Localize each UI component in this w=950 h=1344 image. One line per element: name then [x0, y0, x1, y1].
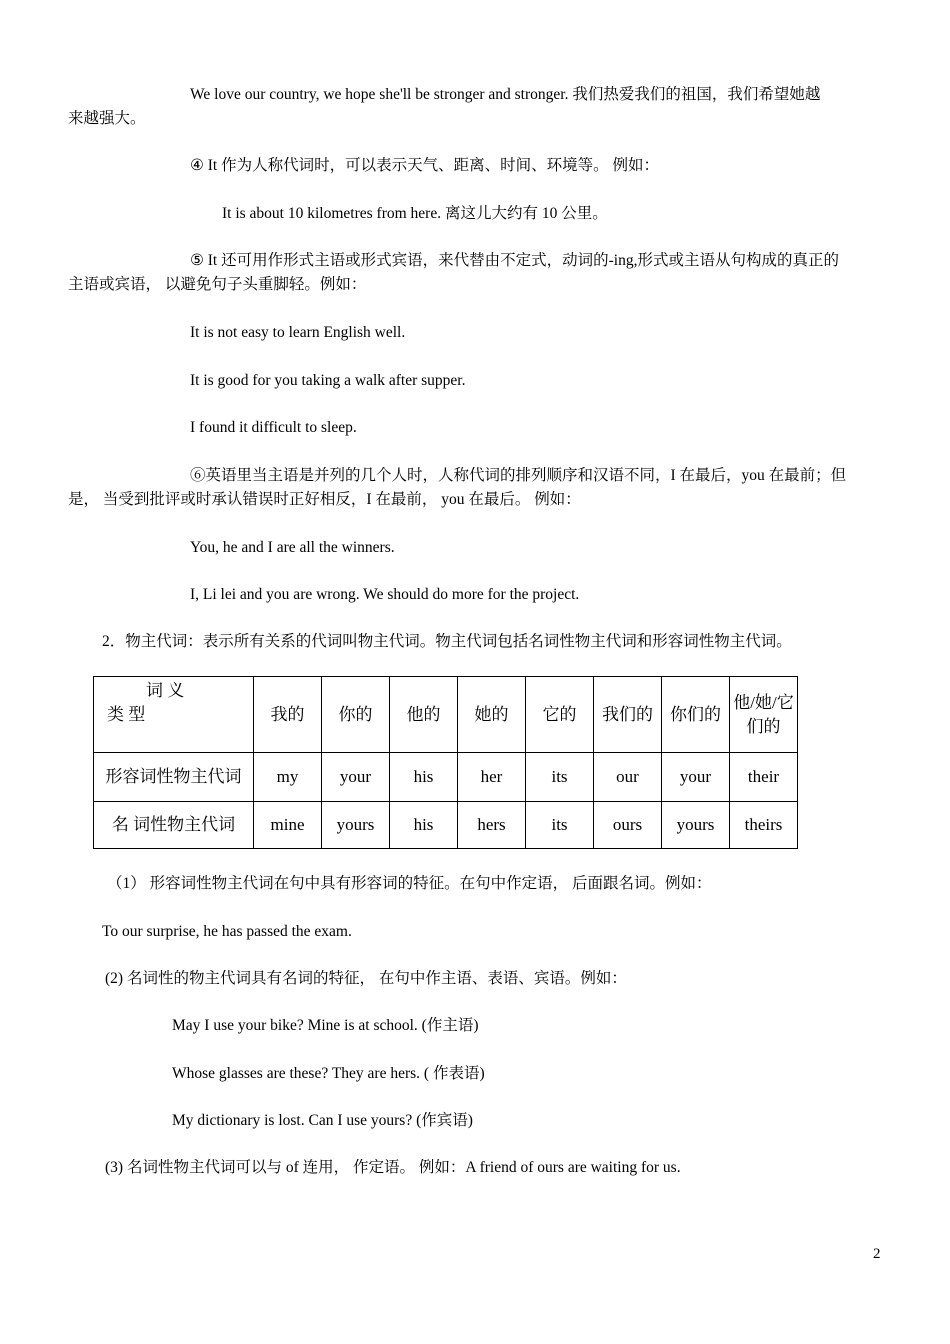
table-cell: their	[730, 753, 798, 802]
table-header-cell: 他/她/它们的	[730, 677, 798, 753]
table-cell: its	[526, 802, 594, 849]
example-sentence: It is good for you taking a walk after supper.	[190, 372, 466, 389]
paragraph-line: (3) 名词性物主代词可以与 of 连用， 作定语。 例如：A friend of ours are waiting for us.	[105, 1159, 681, 1176]
table-cell: your	[322, 753, 390, 802]
example-sentence: I found it difficult to sleep.	[190, 419, 357, 436]
example-sentence: I, Li lei and you are wrong. We should do more for the project.	[190, 586, 580, 603]
table-cell: hers	[458, 802, 526, 849]
table-cell: our	[594, 753, 662, 802]
table-cell: her	[458, 753, 526, 802]
table-cell: its	[526, 753, 594, 802]
example-sentence: It is about 10 kilometres from here. 离这儿大约有 10 公里。	[222, 205, 608, 222]
table-cell: my	[254, 753, 322, 802]
example-sentence: To our surprise, he has passed the exam.	[102, 923, 352, 940]
table-header-cell: 你的	[322, 677, 390, 753]
paragraph-line: 是， 当受到批评或时承认错误时正好相反，I 在最前， you 在最后。 例如：	[68, 491, 581, 508]
table-row	[94, 753, 798, 802]
possessive-pronoun-table	[93, 676, 798, 849]
example-sentence: Whose glasses are these? They are hers. ( 作表语)	[172, 1065, 485, 1082]
example-sentence: You, he and I are all the winners.	[190, 539, 395, 556]
table-cell: your	[662, 753, 730, 802]
table-cell: his	[390, 753, 458, 802]
table-cell: theirs	[730, 802, 798, 849]
table-header-cell: 她的	[458, 677, 526, 753]
table-row	[94, 802, 798, 849]
example-sentence: May I use your bike? Mine is at school. (作主语)	[172, 1017, 479, 1034]
table-cell: ours	[594, 802, 662, 849]
paragraph-line: ⑤ It 还可用作形式主语或形式宾语，来代替由不定式，动词的-ing,形式或主语从句构成的真正的	[190, 252, 839, 269]
paragraph-line: （1） 形容词性物主代词在句中具有形容词的特征。在句中作定语， 后面跟名词。例如：	[107, 875, 712, 892]
table-cell: his	[390, 802, 458, 849]
table-row-label: 形容词性物主代词	[94, 753, 254, 802]
table-header-cell: 他的	[390, 677, 458, 753]
paragraph-line: ④ It 作为人称代词时，可以表示天气、距离、时间、环境等。 例如：	[190, 157, 659, 174]
table-header-cell: 我们的	[594, 677, 662, 753]
table-header-cell: 你们的	[662, 677, 730, 753]
paragraph-line: We love our country, we hope she'll be stronger and stronger. 我们热爱我们的祖国，我们希望她越	[190, 86, 821, 103]
corner-header-cell	[94, 677, 254, 753]
table-cell: yours	[662, 802, 730, 849]
table-row-label: 名 词性物主代词	[94, 802, 254, 849]
table-header-row	[94, 677, 798, 753]
table-cell: mine	[254, 802, 322, 849]
table-header-cell: 它的	[526, 677, 594, 753]
paragraph-line: 主语或宾语， 以避免句子头重脚轻。例如：	[68, 276, 367, 293]
paragraph-line: (2) 名词性的物主代词具有名词的特征， 在句中作主语、表语、宾语。例如：	[105, 970, 627, 987]
table-header-cell: 我的	[254, 677, 322, 753]
page-number: 2	[873, 1246, 881, 1262]
table-cell: yours	[322, 802, 390, 849]
corner-header-meaning: 词 义	[146, 681, 185, 700]
section-heading: 2．物主代词：表示所有关系的代词叫物主代词。物主代词包括名词性物主代词和形容词性物主代词。	[102, 633, 792, 650]
corner-header-type: 类 型	[107, 705, 146, 724]
paragraph-line: ⑥英语里当主语是并列的几个人时，人称代词的排列顺序和汉语不同，I 在最后，you 在最前；但	[190, 467, 847, 484]
example-sentence: It is not easy to learn English well.	[190, 324, 406, 341]
paragraph-line: 来越强大。	[68, 110, 146, 127]
example-sentence: My dictionary is lost. Can I use yours? (作宾语)	[172, 1112, 473, 1129]
